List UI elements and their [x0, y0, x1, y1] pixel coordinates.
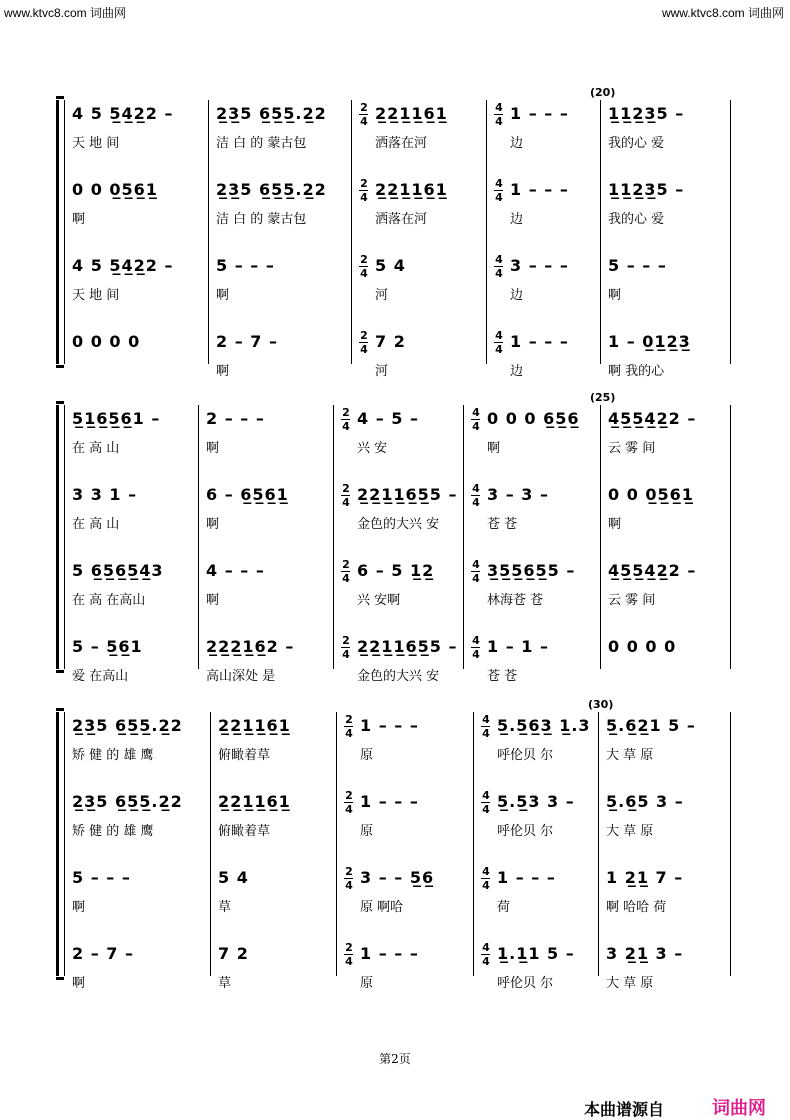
time-signature: 4 4 — [482, 941, 490, 968]
lyric-text: 苍 苍 — [487, 517, 518, 532]
time-signature: 2 4 — [345, 713, 353, 740]
note-group: 5 4 — [375, 256, 406, 275]
bar-line — [600, 405, 601, 669]
lyric-text: 大 草 原 — [606, 976, 654, 991]
lyric-text: 洒落在河 — [375, 136, 428, 151]
time-signature: 4 4 — [472, 558, 480, 585]
note-group: 1 – – – — [510, 332, 569, 351]
page-number: 第2页 — [379, 1052, 411, 1066]
note-group: 5̲.6̲2̲1 5 – — [606, 716, 696, 735]
score-system — [58, 86, 730, 379]
system-brace — [56, 405, 59, 669]
note-group: 3 – 3 – — [487, 485, 549, 504]
note-group: 5̲.5̲3 3 – — [497, 792, 575, 811]
note-group: 1 – – – — [360, 944, 419, 963]
system-line — [64, 100, 65, 364]
score-system — [58, 391, 730, 684]
note-group: 2̲3̲5 6̲5̲5̲.2̲2 — [216, 104, 327, 123]
lyric-text: 呼伦贝 尔 — [497, 976, 554, 991]
source-label: 本曲谱源自 — [584, 1100, 665, 1119]
time-signature: 2 4 — [360, 101, 368, 128]
lyric-text: 啊 — [216, 288, 230, 303]
score-system — [58, 698, 730, 991]
note-group: 2̲3̲5 6̲5̲5̲.2̲2 — [216, 180, 327, 199]
time-signature: 2 4 — [345, 941, 353, 968]
lyric-text: 啊 — [216, 364, 230, 379]
system-end-line — [730, 712, 731, 976]
lyric-text: 啊 — [206, 517, 220, 532]
time-signature: 2 4 — [360, 177, 368, 204]
note-group: 2 – 7 – — [216, 332, 278, 351]
lyric-text: 在 高 山 — [72, 441, 120, 456]
lyric-text: 在 高 在高山 — [72, 593, 146, 608]
note-group: 5̲.6̲5 3 – — [606, 792, 684, 811]
bar-line — [208, 100, 209, 364]
time-signature: 2 4 — [360, 253, 368, 280]
lyric-text: 天 地 间 — [72, 288, 120, 303]
note-group: 4 5 5̲4̲2̲2 – — [72, 104, 174, 123]
lyric-text: 在 高 山 — [72, 517, 120, 532]
bar-line — [336, 712, 337, 976]
note-group: 1 – – – — [360, 792, 419, 811]
time-signature: 4 4 — [495, 329, 503, 356]
lyric-text: 河 — [375, 288, 389, 303]
note-group: 4 5 5̲4̲2̲2 – — [72, 256, 174, 275]
note-group: 7 2 — [218, 944, 249, 963]
time-signature: 4 4 — [482, 713, 490, 740]
note-group: 5 6̲5̲6̲5̲4̲3 — [72, 561, 164, 580]
time-signature: 2 4 — [342, 634, 350, 661]
note-group: 0 0 0 6̲5̲6̲ — [487, 409, 580, 428]
note-group: 5̲.5̲6̲3̲ 1̲.3 — [497, 716, 591, 735]
note-group: 2 – – – — [206, 409, 265, 428]
lyric-text: 荷 — [497, 900, 511, 915]
system-line — [64, 712, 65, 976]
note-group: 5 – 5̲6̲1 — [72, 637, 143, 656]
lyric-text: 俯瞰着草 — [218, 824, 271, 839]
note-group: 5 4 — [218, 868, 249, 887]
measure-number: (30) — [588, 698, 614, 711]
lyric-text: 林海苍 苍 — [487, 593, 544, 608]
note-group: 1 – – – — [360, 716, 419, 735]
time-signature: 4 4 — [482, 789, 490, 816]
note-group: 1̲.1̲1 5 – — [497, 944, 575, 963]
bar-line — [486, 100, 487, 364]
lyric-text: 草 — [218, 900, 232, 915]
system-brace — [56, 712, 59, 976]
time-signature: 4 4 — [472, 406, 480, 433]
note-group: 1 – – – — [510, 180, 569, 199]
note-group: 0 0 0 0 — [608, 637, 677, 656]
note-group: 3 – – – — [510, 256, 569, 275]
lyric-text: 啊 — [487, 441, 501, 456]
note-group: 2̲2̲1̲1̲6̲5̲5 – — [357, 485, 458, 504]
note-group: 2̲2̲2̲1̲6̲2 – — [206, 637, 295, 656]
lyric-text: 原 — [360, 976, 374, 991]
note-group: 4̲5̲5̲4̲2̲2 – — [608, 409, 697, 428]
note-group: 1 – 0̲1̲2̲3̲ — [608, 332, 691, 351]
time-signature: 2 4 — [345, 789, 353, 816]
lyric-text: 兴 安 — [357, 441, 388, 456]
note-group: 1 – 1 – — [487, 637, 549, 656]
lyric-text: 矫 健 的 雄 鹰 — [72, 824, 154, 839]
time-signature: 4 4 — [482, 865, 490, 892]
bar-line — [351, 100, 352, 364]
bar-line — [210, 712, 211, 976]
time-signature: 2 4 — [342, 482, 350, 509]
time-signature: 4 4 — [495, 253, 503, 280]
time-signature: 2 4 — [360, 329, 368, 356]
note-group: 2̲2̲1̲1̲6̲1̲ — [375, 180, 448, 199]
lyric-text: 啊 哈哈 荷 — [606, 900, 667, 915]
note-group: 3 2̲1̲ 3 – — [606, 944, 684, 963]
bar-line — [473, 712, 474, 976]
note-group: 1 – – – — [510, 104, 569, 123]
lyric-text: 呼伦贝 尔 — [497, 748, 554, 763]
note-group: 4 – 5 – — [357, 409, 419, 428]
note-group: 1̲1̲2̲3̲5 – — [608, 104, 685, 123]
lyric-text: 我的心 爱 — [608, 212, 665, 227]
measure-number: (20) — [590, 86, 616, 99]
note-group: 0 0 0̲5̲6̲1̲ — [72, 180, 158, 199]
time-signature: 4 4 — [472, 634, 480, 661]
note-group: 2̲3̲5 6̲5̲5̲.2̲2 — [72, 792, 183, 811]
lyric-text: 啊 — [72, 212, 86, 227]
note-group: 2 – 7 – — [72, 944, 134, 963]
bar-line — [600, 100, 601, 364]
lyric-text: 边 — [510, 212, 524, 227]
lyric-text: 爱 在高山 — [72, 669, 129, 684]
note-group: 2̲2̲1̲1̲6̲5̲5 – — [357, 637, 458, 656]
time-signature: 2 4 — [345, 865, 353, 892]
lyric-text: 矫 健 的 雄 鹰 — [72, 748, 154, 763]
note-group: 4 – – – — [206, 561, 265, 580]
lyric-text: 呼伦贝 尔 — [497, 824, 554, 839]
watermark-right: www.ktvc8.com 词曲网 — [661, 6, 784, 20]
time-signature: 4 4 — [495, 177, 503, 204]
site-logo: 词曲网 — [712, 1098, 766, 1119]
lyric-text: 金色的大兴 安 — [357, 517, 440, 532]
lyric-text: 兴 安啊 — [357, 593, 401, 608]
lyric-text: 原 — [360, 824, 374, 839]
note-group: 5̲1̲6̲5̲6̲1 – — [72, 409, 161, 428]
lyric-text: 啊 — [206, 441, 220, 456]
lyric-text: 云 雾 间 — [608, 593, 656, 608]
note-group: 3̲5̲5̲6̲5̲5 – — [487, 561, 576, 580]
lyric-text: 啊 — [72, 976, 86, 991]
lyric-text: 高山深处 是 — [206, 669, 276, 684]
lyric-text: 大 草 原 — [606, 824, 654, 839]
lyric-text: 苍 苍 — [487, 669, 518, 684]
lyric-text: 原 — [360, 748, 374, 763]
note-group: 7 2 — [375, 332, 406, 351]
watermark-left: www.ktvc8.com 词曲网 — [4, 6, 127, 20]
system-end-line — [730, 100, 731, 364]
lyric-text: 我的心 爱 — [608, 136, 665, 151]
time-signature: 2 4 — [342, 558, 350, 585]
note-group: 4̲5̲5̲4̲2̲2 – — [608, 561, 697, 580]
note-group: 2̲2̲1̲1̲6̲1̲ — [218, 792, 291, 811]
lyric-text: 大 草 原 — [606, 748, 654, 763]
lyric-text: 天 地 间 — [72, 136, 120, 151]
bar-line — [598, 712, 599, 976]
note-group: 0 0 0 0 — [72, 332, 141, 351]
note-group: 3 3 1 – — [72, 485, 138, 504]
note-group: 1̲1̲2̲3̲5 – — [608, 180, 685, 199]
time-signature: 4 4 — [472, 482, 480, 509]
lyric-text: 边 — [510, 288, 524, 303]
time-signature: 2 4 — [342, 406, 350, 433]
lyric-text: 边 — [510, 364, 524, 379]
lyric-text: 边 — [510, 136, 524, 151]
note-group: 5 – – – — [72, 868, 131, 887]
lyric-text: 金色的大兴 安 — [357, 669, 440, 684]
time-signature: 4 4 — [495, 101, 503, 128]
bar-line — [198, 405, 199, 669]
note-group: 6 – 5 1̲2̲ — [357, 561, 435, 580]
note-group: 6 – 6̲5̲6̲1̲ — [206, 485, 289, 504]
lyric-text: 啊 — [608, 517, 622, 532]
note-group: 5 – – – — [216, 256, 275, 275]
lyric-text: 草 — [218, 976, 232, 991]
bar-line — [463, 405, 464, 669]
note-group: 3 – – 5̲6̲ — [360, 868, 435, 887]
lyric-text: 洁 白 的 蒙古包 — [216, 212, 307, 227]
lyric-text: 啊 — [72, 900, 86, 915]
note-group: 0 0 0̲5̲6̲1̲ — [608, 485, 694, 504]
measure-number: (25) — [590, 391, 616, 404]
system-line — [64, 405, 65, 669]
lyric-text: 俯瞰着草 — [218, 748, 271, 763]
bar-line — [333, 405, 334, 669]
note-group: 2̲2̲1̲1̲6̲1̲ — [375, 104, 448, 123]
system-brace — [56, 100, 59, 364]
lyric-text: 洁 白 的 蒙古包 — [216, 136, 307, 151]
lyric-text: 啊 — [608, 288, 622, 303]
lyric-text: 啊 — [206, 593, 220, 608]
lyric-text: 原 啊哈 — [360, 900, 404, 915]
note-group: 2̲2̲1̲1̲6̲1̲ — [218, 716, 291, 735]
note-group: 1 2̲1̲ 7 – — [606, 868, 684, 887]
lyric-text: 洒落在河 — [375, 212, 428, 227]
lyric-text: 啊 我的心 — [608, 364, 665, 379]
lyric-text: 河 — [375, 364, 389, 379]
lyric-text: 云 雾 间 — [608, 441, 656, 456]
note-group: 2̲3̲5 6̲5̲5̲.2̲2 — [72, 716, 183, 735]
system-end-line — [730, 405, 731, 669]
note-group: 5 – – – — [608, 256, 667, 275]
note-group: 1 – – – — [497, 868, 556, 887]
